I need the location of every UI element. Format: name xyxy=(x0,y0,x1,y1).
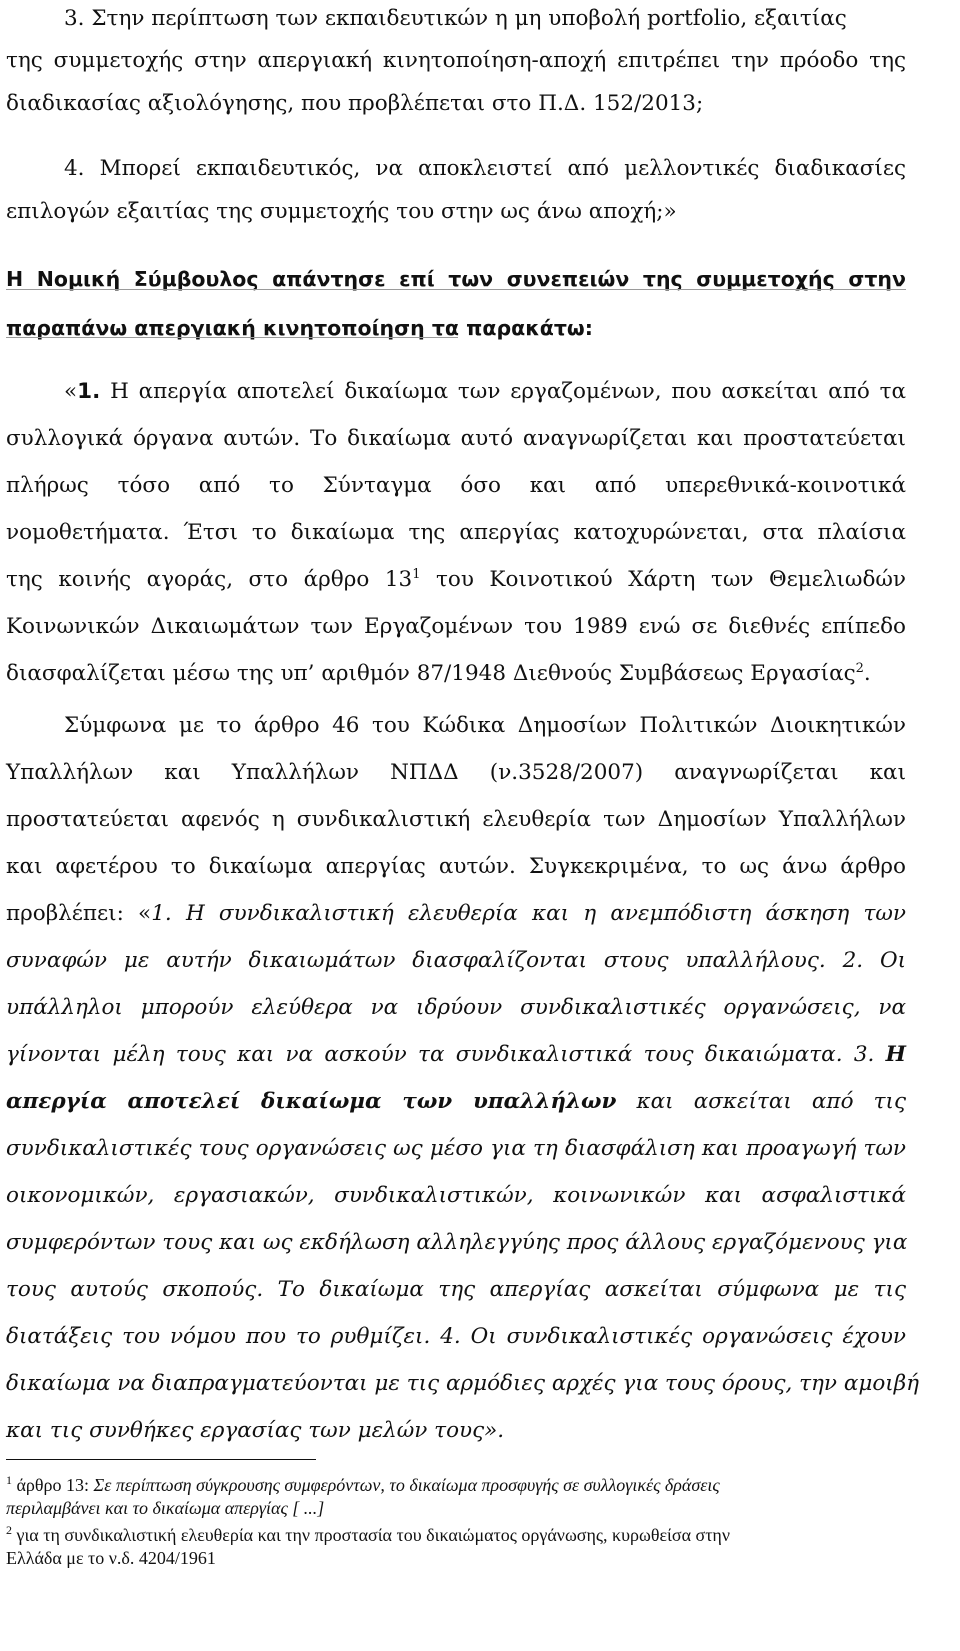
para1-line6: Κοινωνικών Δικαιωμάτων των Εργαζομένων του 1989 ενώ σε διεθνές επίπεδο xyxy=(6,614,906,639)
para1-line4: νομοθετήματα. Έτσι το δικαίωμα της απεργίας κατοχυρώνεται, στα πλαίσια xyxy=(6,520,906,545)
para2-line7: υπάλληλοι μπορούν ελεύθερα να ιδρύουν συνδικαλιστικές οργανώσεις, να xyxy=(6,995,906,1020)
item3-line2: της συμμετοχής στην απεργιακή κινητοποίηση-αποχή επιτρέπει την πρόοδο της xyxy=(6,48,906,73)
para2-line5 xyxy=(6,899,906,929)
para2-line15: δικαίωμα να διαπραγματεύονται με τις αρμόδιες αρχές για τους όρους, την αμοιβή xyxy=(6,1371,920,1396)
footnote-2-mark: 2 xyxy=(6,1523,12,1537)
footnote-ref-2: 2 xyxy=(855,660,864,676)
para1-line5 xyxy=(6,565,906,595)
footnote-ref-1: 1 xyxy=(412,566,421,582)
para1-line3: πλήρως τόσο από το Σύνταγμα όσο και από υπερεθνικά-κοινοτικά xyxy=(6,473,906,498)
footnote-1-line1 xyxy=(6,1474,906,1496)
para2-line9-b: και ασκείται από τις xyxy=(616,1089,906,1114)
para2-line13: τους αυτούς σκοπούς. Το δικαίωμα της απεργίας ασκείται σύμφωνα με τις xyxy=(6,1277,906,1302)
para1-number: 1. xyxy=(77,379,101,404)
para2-line9 xyxy=(6,1087,906,1117)
footnote-2-line2: Ελλάδα με το ν.δ. 4204/1961 xyxy=(6,1548,216,1568)
footnote-1-a: άρθρο 13: xyxy=(12,1475,94,1495)
heading-underline-2 xyxy=(6,337,458,338)
para2-line4: και αφετέρου το δικαίωμα απεργίας αυτών. Συγκεκριμένα, το ως άνω άρθρο xyxy=(6,854,906,879)
para1-line7-a: διασφαλίζεται μέσω της υπ’ αριθμόν 87/1948 Διεθνούς Συμβάσεως Εργασίας xyxy=(6,661,856,686)
footnote-1-b: Σε περίπτωση σύγκρουσης συμφερόντων, το δικαίωμα προσφυγής σε συλλογικές δράσεις xyxy=(93,1475,720,1495)
para1-line1-text: Η απεργία αποτελεί δικαίωμα των εργαζομένων, που ασκείται από τα xyxy=(100,379,906,404)
item4-line2: επιλογών εξαιτίας της συμμετοχής του στην ως άνω αποχή;» xyxy=(6,199,677,224)
para1-line5-a: της κοινής αγοράς, στο άρθρο 13 xyxy=(6,567,413,592)
heading-line1: Η Νομική Σύμβουλος απάντησε επί των συνεπειών της συμμετοχής στην xyxy=(6,267,906,291)
para1-line5-b: του Κοινοτικού Χάρτη των Θεμελιωδών xyxy=(420,567,906,592)
para2-line1: Σύμφωνα με το άρθρο 46 του Κώδικα Δημοσίων Πολιτικών Διοικητικών xyxy=(64,713,906,738)
footnote-2-a: για τη συνδικαλιστική ελευθερία και την προστασία του δικαιώματος οργάνωσης, κυρωθείσα στην xyxy=(12,1525,730,1545)
para2-line12: συμφερόντων τους και ως εκδήλωση αλληλεγγύης προς άλλους εργαζόμενους για xyxy=(6,1230,908,1255)
item3-line1: 3. Στην περίπτωση των εκπαιδευτικών η μη υποβολή portfolio, εξαιτίας xyxy=(64,6,847,31)
para2-line8 xyxy=(6,1040,906,1070)
footnote-2-line1 xyxy=(6,1524,906,1546)
footnote-1-mark: 1 xyxy=(6,1473,12,1487)
para2-line11: οικονομικών, εργασιακών, συνδικαλιστικών, κοινωνικών και ασφαλιστικά xyxy=(6,1183,906,1208)
para2-line5-a: προβλέπει: « xyxy=(6,901,152,926)
para2-line10: συνδικαλιστικές τους οργανώσεις ως μέσο για τη διασφάλιση και προαγωγή των xyxy=(6,1136,906,1161)
para2-line5-b: 1. Η συνδικαλιστική ελευθερία και η ανεμπόδιστη άσκηση των xyxy=(151,901,906,926)
para2-line9-a: απεργία αποτελεί δικαίωμα των υπαλλήλων xyxy=(6,1089,617,1114)
para2-line14: διατάξεις του νόμου που το ρυθμίζει. 4. Οι συνδικαλιστικές οργανώσεις έχουν xyxy=(6,1324,906,1349)
para2-line8-b: Η xyxy=(885,1042,906,1067)
para2-line2: Υπαλλήλων και Υπαλλήλων ΝΠΔΔ (ν.3528/2007) αναγνωρίζεται και xyxy=(6,760,906,785)
para1-line7-b: . xyxy=(863,661,871,686)
para2-line8-a: γίνονται μέλη τους και να ασκούν τα συνδικαλιστικά τους δικαιώματα. 3. xyxy=(6,1042,886,1067)
para1-line2: συλλογικά όργανα αυτών. Το δικαίωμα αυτό αναγνωρίζεται και προστατεύεται xyxy=(6,426,906,451)
heading-underline-1 xyxy=(6,289,906,290)
para1-line1 xyxy=(64,377,906,407)
heading-line2: παραπάνω απεργιακή κινητοποίηση τα παρακάτω: xyxy=(6,316,593,340)
para2-line3: προστατεύεται αφενός η συνδικαλιστική ελευθερία των Δημοσίων Υπαλλήλων xyxy=(6,807,906,832)
para1-line7 xyxy=(6,659,906,689)
quote-open: « xyxy=(64,379,78,404)
para2-line6: συναφών με αυτήν δικαιωμάτων διασφαλίζονται στους υπαλλήλους. 2. Οι xyxy=(6,948,906,973)
footnote-separator xyxy=(6,1459,316,1460)
footnote-1-line2: περιλαμβάνει και το δικαίωμα απεργίας [ ...] xyxy=(6,1498,325,1518)
para2-line16: και τις συνθήκες εργασίας των μελών τους». xyxy=(6,1418,505,1443)
item4-line1: 4. Μπορεί εκπαιδευτικός, να αποκλειστεί από μελλοντικές διαδικασίες xyxy=(64,156,906,181)
item3-line3: διαδικασίας αξιολόγησης, που προβλέπεται στο Π.Δ. 152/2013; xyxy=(6,91,704,116)
